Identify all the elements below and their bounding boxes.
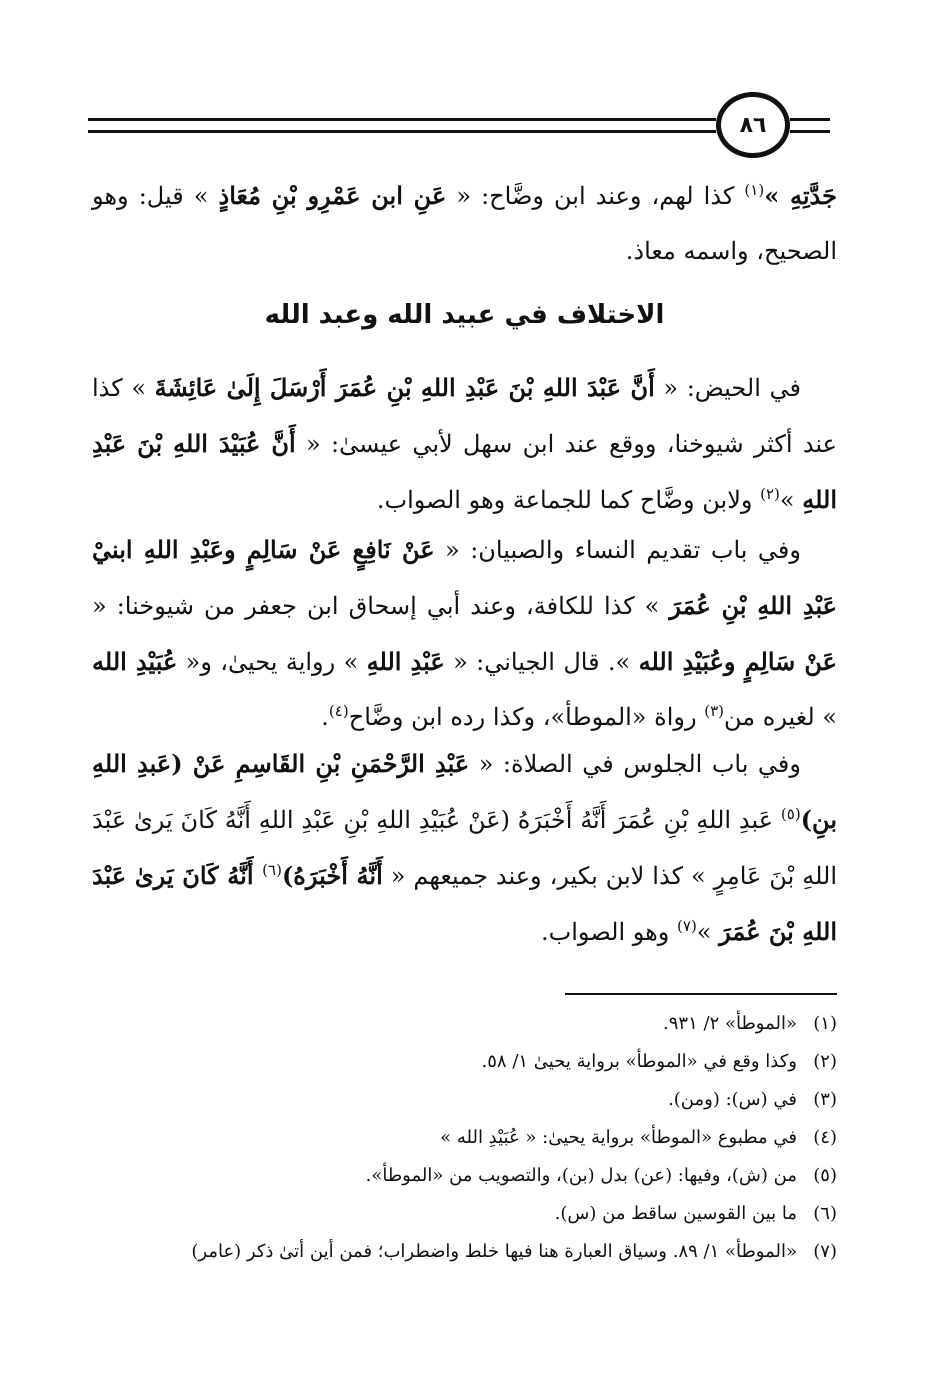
text: رواة «الموطأ»، وكذا رده ابن وضَّاح xyxy=(348,703,705,731)
quote: عَبْدِ اللهِ xyxy=(366,647,445,676)
text: » xyxy=(779,486,803,514)
footnote xyxy=(92,1081,837,1119)
footnote-text: وكذا وقع في «الموطأ» برواية يحيىٰ ١/ ٥٨. xyxy=(481,1051,797,1072)
footnote-ref: (١) xyxy=(744,181,765,199)
footnote-ref: (٣) xyxy=(704,702,724,720)
footnote-text: في مطبوع «الموطأ» برواية يحيىٰ: « عُبَيْدِ الله » xyxy=(440,1127,797,1148)
quote: أَنَّ عَبْدَ اللهِ بْنَ عَبْدِ اللهِ بْنِ عُمَرَ أَرْسَلَ إِلَىٰ عَائِشَةَ xyxy=(154,373,655,402)
footnote-ref: (٥) xyxy=(780,805,801,823)
text: » كذا لابن بكير، وعند جميعهم « xyxy=(382,862,714,890)
footnote-rule xyxy=(565,993,837,995)
text: كذا لهم، وعند ابن وضَّاح: « xyxy=(446,182,745,210)
paragraph-3 xyxy=(92,736,837,960)
quote: عُبَيْدِ الله xyxy=(92,647,178,676)
footnote xyxy=(92,1195,837,1233)
quote: عَنْ نَافِعٍ عَنْ سَالِمٍ وعَبْدِ اللهِ ابنيْ عَبْدِ اللهِ بْنِ عُمَرَ xyxy=(92,535,838,620)
footnote-ref: (٤) xyxy=(328,702,349,720)
page-number-badge xyxy=(716,92,790,158)
text: » كذا للكافة، وعند أبي إسحاق ابن جعفر من شيوخنا: « xyxy=(92,592,670,620)
quote: أَنَّ عُبَيْدَ اللهِ بْنَ عَبْدِ اللهِ xyxy=(92,429,837,514)
footnote-text: «الموطأ» ٢/ ٩٣١. xyxy=(663,1013,797,1034)
quote: عَنِ ابن عَمْرِو بْنِ مُعَاذٍ xyxy=(218,181,447,210)
header-rule-right xyxy=(790,118,830,133)
footnote xyxy=(92,1043,837,1081)
footnote-number: (٥) xyxy=(813,1165,837,1186)
section-heading: الاختلاف في عبيد الله وعبد الله xyxy=(264,300,665,330)
quote: عَنْ سَالِمٍ وعُبَيْدِ الله xyxy=(638,647,837,676)
text: وفي باب تقديم النساء والصبيان: « xyxy=(434,536,801,564)
text: وهو الصواب. xyxy=(541,918,678,946)
footnote-text: من (ش)، وفيها: (عن) بدل (بن)، والتصويب من «الموطأ». xyxy=(365,1165,797,1186)
top-paragraph xyxy=(92,168,837,279)
footnote-number: (٧) xyxy=(813,1241,837,1262)
footnote-number: (٢) xyxy=(813,1051,837,1072)
footnote-ref: (٧) xyxy=(677,917,697,935)
text: » لغيره من xyxy=(723,703,837,731)
footnotes xyxy=(92,1005,837,1271)
footnote-ref: (٦) xyxy=(262,861,282,879)
paragraph-2 xyxy=(92,522,837,745)
quote: عَبْدِ الرَّحْمَنِ بْنِ القَاسِمِ عَنْ (عَبدِ اللهِ بنِ) xyxy=(92,749,837,834)
footnote xyxy=(92,1233,837,1271)
footnote-number: (٤) xyxy=(813,1127,837,1148)
footnote-text: «الموطأ» ١/ ٨٩. وسياق العبارة هنا فيها خلط واضطراب؛ فمن أين أتىٰ ذكر (عامر) xyxy=(191,1241,797,1262)
page-number: ٨٦ xyxy=(739,112,767,138)
text: في الحيض: « xyxy=(654,374,801,402)
text: عَبدِ اللهِ بْنِ عُمَرَ أَنَّهُ أَخْبَرَهُ (عَنْ عُبَيْدِ اللهِ بْنِ عَبْدِ اللهِ أَنَّهُ كَانَ يَرىٰ عَبْدَ اللهِ بْنَ عَامِرٍ xyxy=(92,806,837,890)
quote: أَنَّهُ كَانَ يَرىٰ عَبْدَ اللهِ بْنَ عُمَرَ xyxy=(92,861,837,946)
text: » رواية يحيىٰ، و« xyxy=(177,648,367,676)
footnote-number: (٦) xyxy=(813,1203,837,1224)
quote: أَنَّهُ أَخْبَرَهُ) xyxy=(281,861,383,890)
text: وفي باب الجلوس في الصلاة: « xyxy=(469,750,801,778)
footnote-text: ما بين القوسين ساقط من (س). xyxy=(554,1203,797,1224)
footnote xyxy=(92,1157,837,1195)
header-rule xyxy=(88,118,716,133)
text: ». قال الجياني: « xyxy=(444,648,639,676)
footnote-number: (١) xyxy=(813,1013,837,1034)
text: . xyxy=(321,703,329,731)
paragraph-1 xyxy=(92,360,837,528)
footnote-ref: (٢) xyxy=(760,485,780,503)
text: » كذا عند أكثر شيوخنا، ووقع عند ابن سهل لأبي عيسىٰ: « xyxy=(92,374,837,458)
footnote xyxy=(92,1005,837,1043)
footnote-text: في (س): (ومن). xyxy=(668,1089,797,1110)
text: ولابن وضَّاح كما للجماعة وهو الصواب. xyxy=(376,486,761,514)
footnote-number: (٣) xyxy=(813,1089,837,1110)
footnote xyxy=(92,1119,837,1157)
text: » xyxy=(696,918,720,946)
text: » قيل: وهو الصحيح، واسمه معاذ. xyxy=(92,182,837,265)
quote: جَدَّتِهِ » xyxy=(764,181,837,210)
